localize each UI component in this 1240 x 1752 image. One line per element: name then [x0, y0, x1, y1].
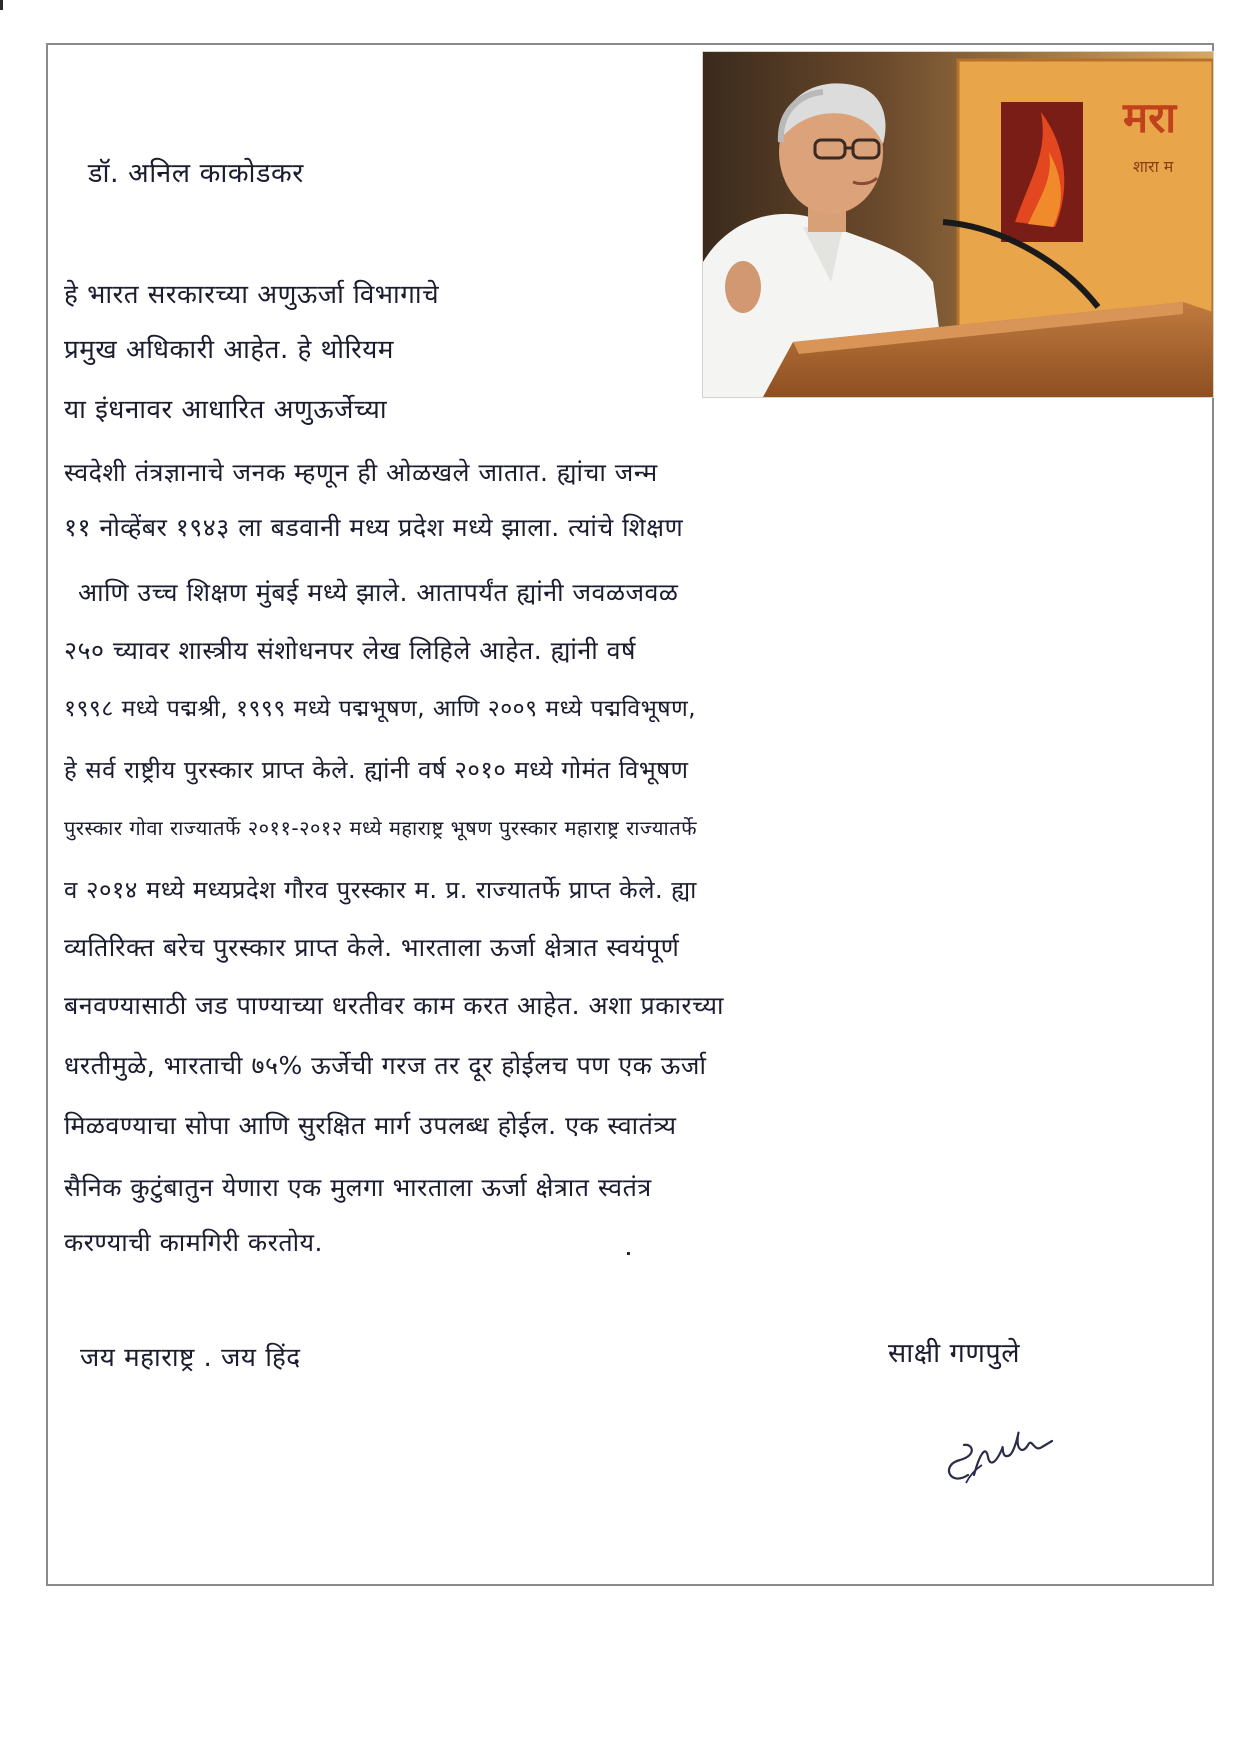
body-line: मिळवण्याचा सोपा आणि सुरक्षित मार्ग उपलब्ध होईल. एक स्वातंत्र्य	[64, 1111, 677, 1140]
stray-mark	[627, 1252, 630, 1255]
body-line: १९९८ मध्ये पद्मश्री, १९९९ मध्ये पद्मभूषण, आणि २००९ मध्ये पद्मविभूषण,	[64, 696, 697, 722]
body-line: ११ नोव्हेंबर १९४३ ला बडवानी मध्य प्रदेश मध्ये झाला. त्यांचे शिक्षण	[64, 513, 684, 542]
signature	[930, 1405, 1080, 1495]
body-line: स्वदेशी तंत्रज्ञानाचे जनक म्हणून ही ओळखले जातात. ह्यांचा जन्म	[64, 458, 658, 487]
banner-text: शारा म	[1133, 157, 1174, 176]
body-line: आणि उच्च शिक्षण मुंबई मध्ये झाले. आतापर्यंत ह्यांनी जवळजवळ	[78, 578, 679, 607]
speaker-photo	[702, 51, 1214, 398]
body-line: पुरस्कार गोवा राज्यातर्फे २०११-२०१२ मध्ये महाराष्ट्र भूषण पुरस्कार महाराष्ट्र राज्यातर्फे	[64, 816, 698, 840]
intro-line: हे भारत सरकारच्या अणुऊर्जा विभागाचे	[64, 280, 440, 310]
body-line: बनवण्यासाठी जड पाण्याच्या धरतीवर काम करत आहेत. अशा प्रकारच्या	[64, 991, 725, 1020]
banner-text: मरा	[1123, 93, 1177, 142]
name-heading: डॉ. अनिल काकोडकर	[88, 158, 304, 189]
body-line: सैनिक कुटुंबातुन येणारा एक मुलगा भारताला ऊर्जा क्षेत्रात स्वतंत्र	[64, 1173, 652, 1202]
body-line: २५० च्यावर शास्त्रीय संशोधनपर लेख लिहिले आहेत. ह्यांनी वर्ष	[64, 636, 636, 665]
body-line: करण्याची कामगिरी करतोय.	[64, 1228, 323, 1257]
stray-mark	[0, 0, 3, 10]
body-line: धरतीमुळे, भारताची ७५% ऊर्जेची गरज तर दूर होईलच पण एक ऊर्जा	[64, 1051, 707, 1080]
body-line: व २०१४ मध्ये मध्यप्रदेश गौरव पुरस्कार म. प्र. राज्यातर्फे प्राप्त केले. ह्या	[64, 876, 697, 904]
body-line: हे सर्व राष्ट्रीय पुरस्कार प्राप्त केले. ह्यांनी वर्ष २०१० मध्ये गोमंत विभूषण	[64, 756, 689, 784]
closing-salutation: जय महाराष्ट्र . जय हिंद	[80, 1343, 301, 1373]
body-line: व्यतिरिक्त बरेच पुरस्कार प्राप्त केले. भारताला ऊर्जा क्षेत्रात स्वयंपूर्ण	[64, 933, 680, 962]
intro-line: या इंधनावर आधारित अणुऊर्जेच्या	[64, 395, 388, 425]
author-name: साक्षी गणपुले	[888, 1338, 1021, 1369]
intro-line: प्रमुख अधिकारी आहेत. हे थोरियम	[64, 335, 394, 365]
